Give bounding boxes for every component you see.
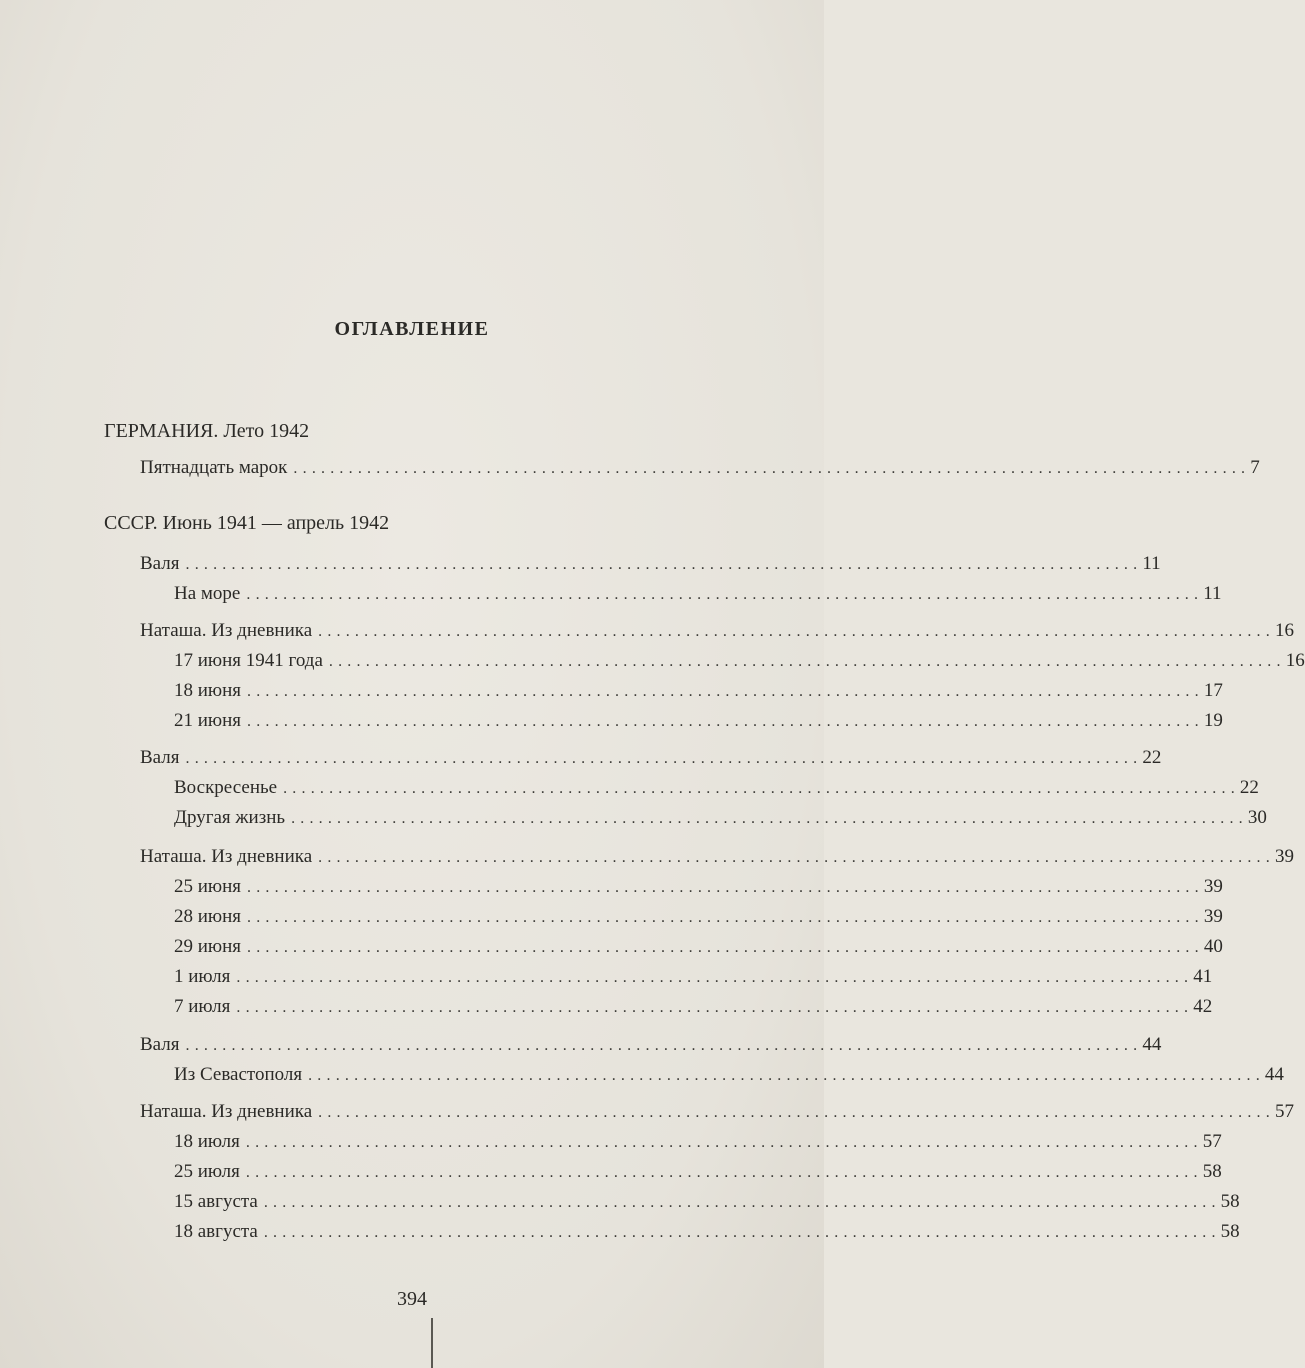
toc-entry-label: 25 июня (174, 876, 242, 897)
toc-entry-label: На море (174, 583, 241, 604)
toc-entry (174, 1158, 1222, 1186)
toc-entry-label: 7 июля (174, 996, 231, 1017)
toc-entry-label: 1 июля (174, 966, 231, 987)
toc-entry-page: 11 (1203, 583, 1222, 604)
dot-leader: ........................................................................................................ (236, 999, 1194, 1016)
toc-entry-page: 16 (1285, 650, 1305, 671)
toc-entry-page: 41 (1193, 966, 1213, 987)
dot-leader: ........................................................................................................ (236, 969, 1194, 986)
toc-entry-page: 30 (1247, 807, 1267, 828)
dot-leader: ........................................................................................................ (247, 713, 1204, 730)
dot-leader: ........................................................................................................ (247, 879, 1204, 896)
toc-entry-label: Наташа. Из дневника (140, 846, 313, 867)
toc-entry-page: 39 (1203, 876, 1223, 897)
dot-leader: ........................................................................................................ (283, 780, 1240, 797)
dot-leader: ........................................................................................................ (318, 849, 1275, 866)
toc-entry-label: Другая жизнь (174, 807, 286, 828)
dot-leader: ........................................................................................................ (185, 750, 1143, 767)
toc-entry-label: Из Севастополя (174, 1064, 303, 1085)
toc-entry (174, 580, 1222, 608)
toc-section-title: СССР. Июнь 1941 — апрель 1942 (104, 512, 390, 534)
toc-entry-page: 40 (1203, 936, 1223, 957)
toc-entry-page: 44 (1142, 1034, 1162, 1055)
dot-leader: ........................................................................................................ (291, 810, 1248, 827)
toc-entry-page: 39 (1274, 846, 1294, 867)
toc-entry-label: 17 июня 1941 года (174, 650, 323, 671)
toc-entry (174, 677, 1223, 705)
toc-entry-label: 29 июня (174, 936, 242, 957)
toc-entry (174, 707, 1223, 735)
toc-entry-page: 58 (1220, 1221, 1240, 1242)
dot-leader: ........................................................................................................ (245, 1164, 1203, 1181)
toc-entry (174, 1128, 1222, 1156)
dot-leader: ........................................................................................................ (246, 586, 1204, 603)
toc-entry-page: 17 (1203, 680, 1223, 701)
dot-leader: ........................................................................................................ (293, 460, 1251, 477)
toc-section-title: ГЕРМАНИЯ. Лето 1942 (104, 420, 310, 442)
toc-entry-label: 18 августа (174, 1221, 258, 1242)
toc-entry-page: 7 (1250, 457, 1260, 478)
dot-leader: ........................................................................................................ (185, 556, 1143, 573)
toc-entry-page: 44 (1264, 1064, 1284, 1085)
toc-entry (140, 454, 1260, 482)
toc-entry-page: 57 (1274, 1101, 1294, 1122)
toc-entry (174, 993, 1213, 1021)
toc-entry-label: 21 июня (174, 710, 242, 731)
toc-entry (174, 963, 1213, 991)
book-spine-edge (431, 1318, 433, 1368)
toc-entry-label: Воскресенье (174, 777, 278, 798)
toc-entry (140, 617, 1294, 645)
toc-entry-page: 42 (1193, 996, 1213, 1017)
toc-entry-label: 18 июня (174, 680, 242, 701)
toc-entry-page: 22 (1239, 777, 1259, 798)
dot-leader: ........................................................................................................ (247, 909, 1204, 926)
toc-entry-label: Пятнадцать марок (140, 457, 288, 478)
toc-entry (174, 647, 1305, 675)
dot-leader: ........................................................................................................ (328, 653, 1286, 670)
toc-entry (140, 1098, 1294, 1126)
page-title: ОГЛАВЛЕНИЕ (334, 318, 490, 340)
toc-entry-label: Валя (140, 553, 180, 574)
dot-leader: ........................................................................................................ (185, 1037, 1143, 1054)
dot-leader: ........................................................................................................ (247, 683, 1204, 700)
toc-entry (140, 550, 1161, 578)
toc-entry (174, 1218, 1240, 1246)
toc-entry-page: 22 (1142, 747, 1162, 768)
toc-entry-page: 11 (1142, 553, 1161, 574)
toc-entry (174, 1061, 1284, 1089)
toc-entry-page: 16 (1274, 620, 1294, 641)
toc-entry-page: 58 (1220, 1191, 1240, 1212)
dot-leader: ........................................................................................................ (263, 1224, 1221, 1241)
toc-entry (174, 873, 1223, 901)
toc-entry (140, 843, 1294, 871)
toc-entry (174, 903, 1223, 931)
dot-leader: ........................................................................................................ (318, 1104, 1275, 1121)
toc-entry (174, 804, 1267, 832)
toc-entry (140, 744, 1162, 772)
toc-entry-label: 18 июля (174, 1131, 240, 1152)
toc-entry-label: 28 июня (174, 906, 242, 927)
dot-leader: ........................................................................................................ (245, 1134, 1203, 1151)
toc-entry-page: 57 (1202, 1131, 1222, 1152)
toc-entry-page: 19 (1203, 710, 1223, 731)
toc-entry-page: 39 (1203, 906, 1223, 927)
toc-entry-label: 25 июля (174, 1161, 240, 1182)
toc-entry-label: Валя (140, 747, 180, 768)
toc-entry-label: Наташа. Из дневника (140, 1101, 313, 1122)
toc-entry (140, 1031, 1162, 1059)
toc-entry-label: Валя (140, 1034, 180, 1055)
toc-entry-page: 58 (1202, 1161, 1222, 1182)
dot-leader: ........................................................................................................ (308, 1067, 1265, 1084)
toc-entry-label: Наташа. Из дневника (140, 620, 313, 641)
page-number: 394 (397, 1288, 427, 1310)
dot-leader: ........................................................................................................ (263, 1194, 1221, 1211)
toc-entry-label: 15 августа (174, 1191, 258, 1212)
toc-entry (174, 774, 1259, 802)
dot-leader: ........................................................................................................ (318, 623, 1275, 640)
toc-entry (174, 933, 1223, 961)
toc-entry (174, 1188, 1240, 1216)
dot-leader: ........................................................................................................ (247, 939, 1204, 956)
